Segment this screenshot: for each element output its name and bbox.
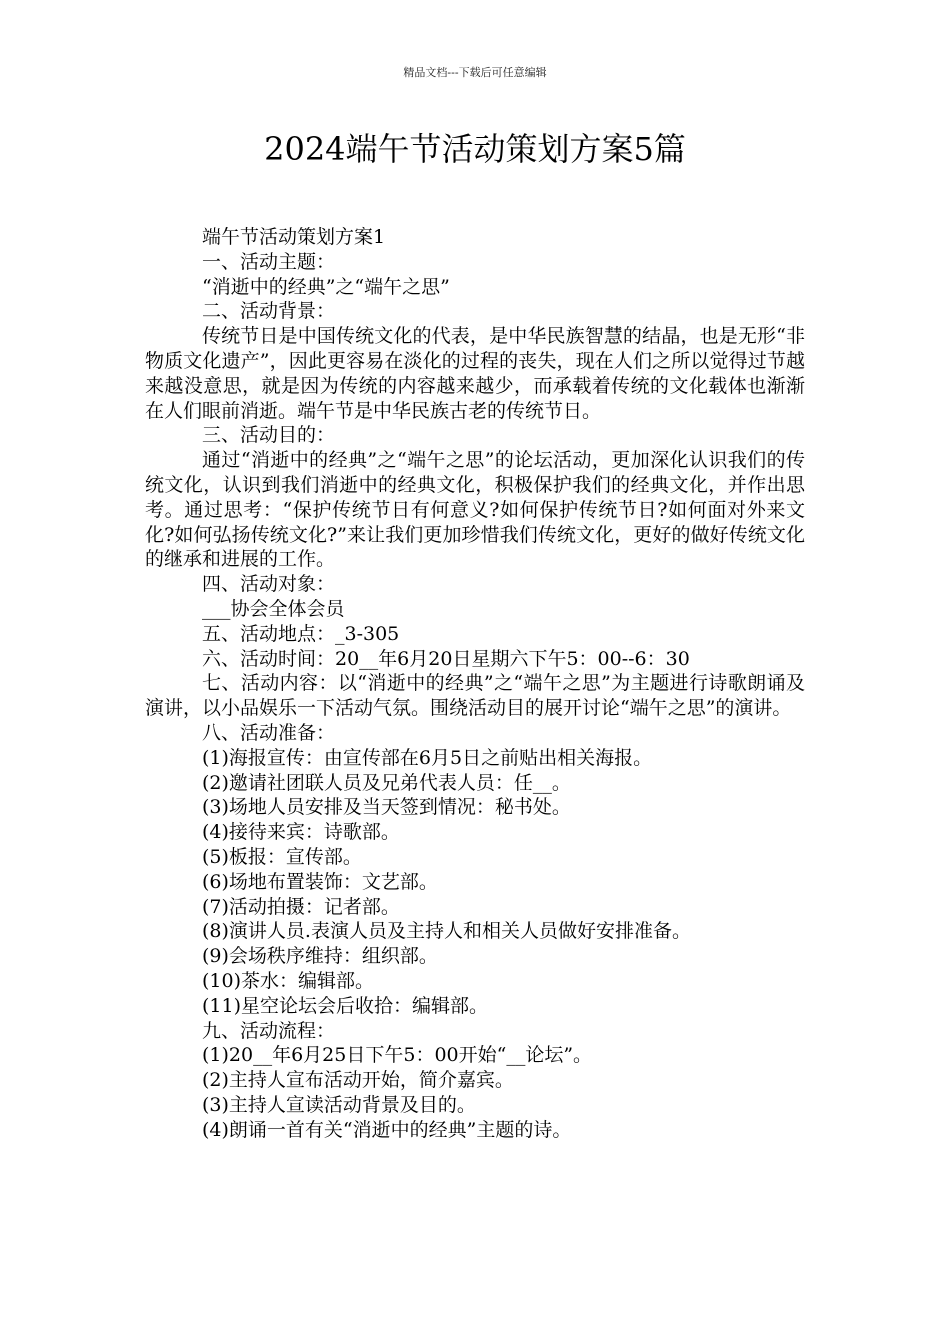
audience-text: ___协会全体会员: [202, 597, 345, 620]
list-item: (7)活动拍摄：记者部。: [202, 895, 400, 918]
list-item: (4)朗诵一首有关“消逝中的经典”主题的诗。: [202, 1118, 572, 1141]
section-heading-theme: 一、活动主题：: [202, 250, 336, 273]
list-item: (9)会场秩序维持：组织部。: [202, 945, 438, 968]
background-paragraph: 传统节日是中国传统文化的代表，是中华民族智慧的结晶，也是无形“非物质文化遗产”，因此更容易在淡化的过程的丧失，现在人们之所以觉得过节越来越没意思，就是因为传统的内容越来越少，而承载着传统的文化载体也渐渐在人们眼前消逝。端午节是中华民族古老的传统节日。: [145, 325, 805, 422]
document-title: 2024端午节活动策划方案5篇: [264, 130, 686, 168]
purpose-paragraph: 通过“消逝中的经典”之“端午之思”的论坛活动，更加深化认识我们的传统文化，认识到我们消逝中的经典文化，积极保护我们的经典文化，并作出思考。通过思考：“保护传统节日有何意义?如何保护传统节日?如何面对外来文化?如何弘扬传统文化?”来让我们更加珍惜我们传统文化，更好的做好传统文化的继承和进展的工作。: [145, 449, 805, 571]
list-item: (6)场地布置装饰：文艺部。: [202, 870, 438, 893]
section-heading-background: 二、活动背景：: [202, 300, 336, 323]
list-item: (1)海报宣传：由宣传部在6月5日之前贴出相关海报。: [202, 746, 653, 769]
list-item: (2)邀请社团联人员及兄弟代表人员：任__。: [202, 771, 571, 794]
section-heading-plan-1: 端午节活动策划方案1: [202, 226, 386, 248]
section-heading-process: 九、活动流程：: [202, 1019, 336, 1042]
list-item: (11)星空论坛会后收拾：编辑部。: [202, 994, 489, 1017]
document-body: [145, 225, 805, 1142]
section-heading-purpose: 三、活动目的：: [202, 424, 336, 447]
list-item: (10)茶水：编辑部。: [202, 969, 375, 992]
section-heading-preparation: 八、活动准备：: [202, 721, 336, 744]
time-line: 六、活动时间：20__年6月20日星期六下午5：00--6：30: [202, 647, 690, 670]
section-heading-audience: 四、活动对象：: [202, 573, 336, 596]
list-item: (2)主持人宣布活动开始，简介嘉宾。: [202, 1069, 514, 1092]
list-item: (1)20__年6月25日下午5：00开始“__论坛”。: [202, 1044, 593, 1067]
list-item: (5)板报：宣传部。: [202, 845, 362, 868]
location-line: 五、活动地点：_3-305: [202, 622, 400, 645]
theme-text: “消逝中的经典”之“端午之思”: [202, 275, 450, 298]
list-item: (3)主持人宣读活动背景及目的。: [202, 1093, 476, 1116]
list-item: (3)场地人员安排及当天签到情况：秘书处。: [202, 796, 571, 819]
list-item: (4)接待来宾：诗歌部。: [202, 821, 400, 844]
list-item: (8)演讲人员.表演人员及主持人和相关人员做好安排准备。: [202, 920, 691, 943]
content-paragraph: 七、活动内容：以“消逝中的经典”之“端午之思”为主题进行诗歌朗诵及演讲，以小品娱乐一下活动气氛。围绕活动目的展开讨论“端午之思”的演讲。: [145, 672, 805, 720]
page-header-note: 精品文档---下载后可任意编辑: [403, 66, 547, 79]
